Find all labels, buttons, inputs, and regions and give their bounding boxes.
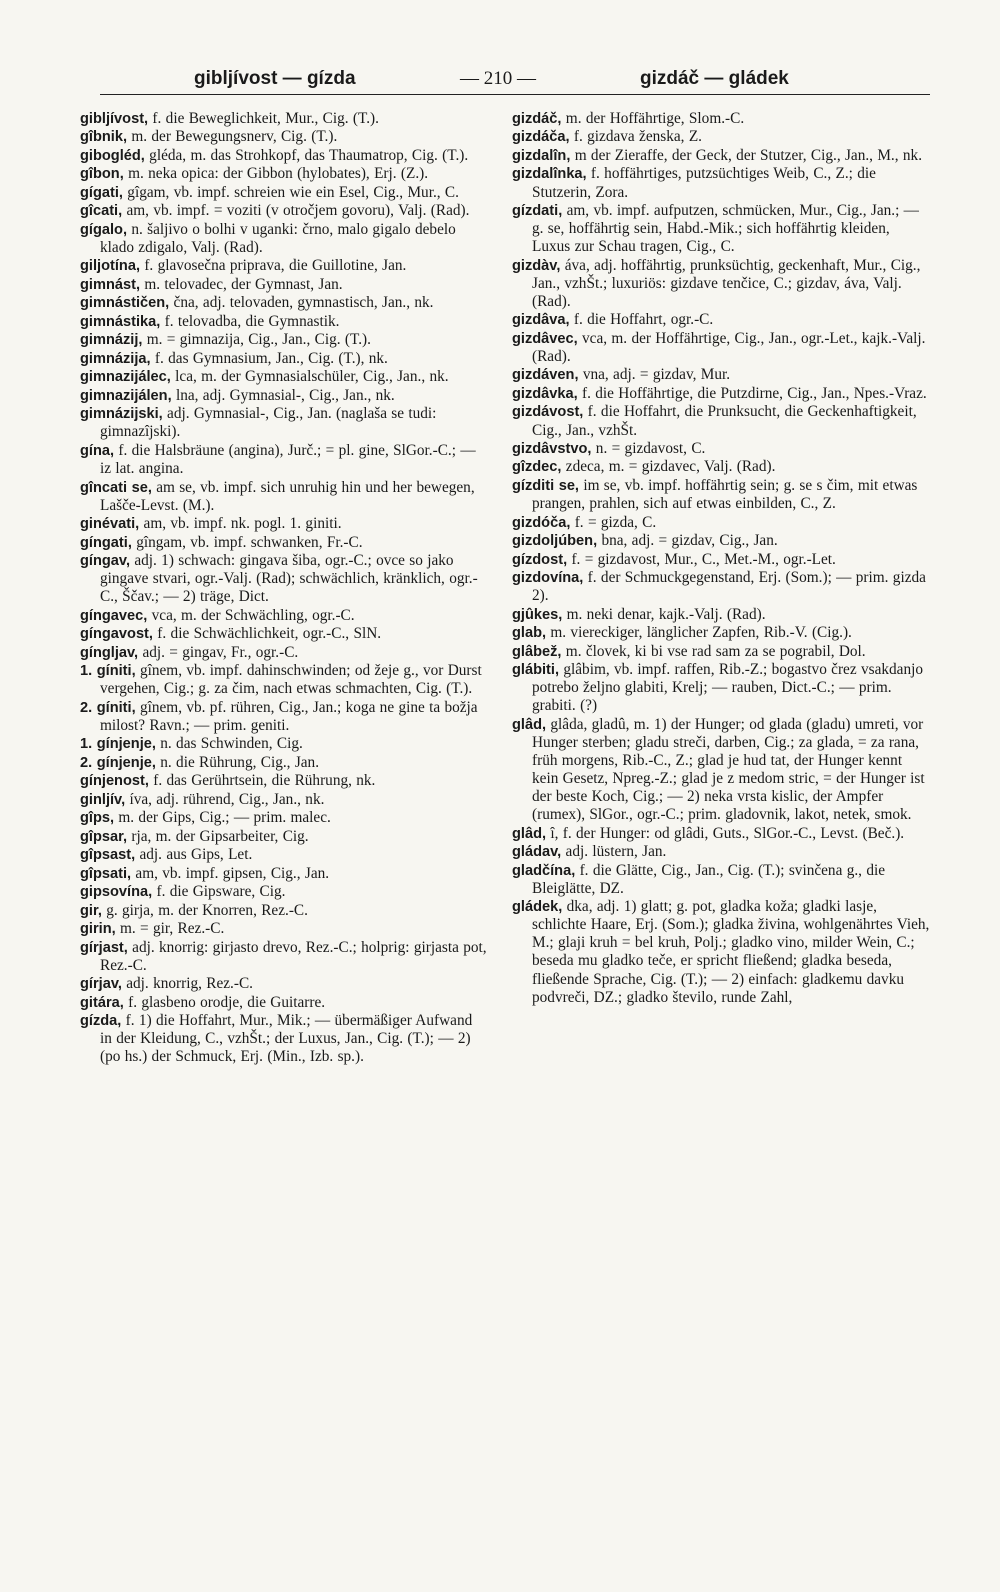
entry-headword: gimnástičen,	[80, 295, 170, 312]
entry-headword: gíngati,	[80, 534, 132, 551]
entry-definition: bna, adj. = gizdav, Cig., Jan.	[597, 532, 778, 550]
entry-definition: am, vb. impf. nk. pogl. 1. giniti.	[139, 515, 342, 533]
dictionary-entry	[80, 939, 487, 975]
entry-headword: gizdávost,	[512, 404, 584, 421]
entry-headword: ginévati,	[80, 516, 140, 533]
entry-headword: gîpsast,	[80, 847, 136, 864]
entry-definition: gléda, m. das Strohkopf, das Thaumatrop, Cig. (T.).	[144, 146, 469, 164]
entry-headword: gimnazijálen,	[80, 387, 172, 404]
entry-definition: m. = gimnazija, Cig., Jan., Cig. (T.).	[142, 331, 371, 349]
dictionary-entry	[512, 606, 932, 624]
entry-headword: glâbež,	[512, 643, 562, 660]
entry-headword: gízditi se,	[512, 477, 579, 494]
page-header	[100, 64, 930, 95]
dictionary-entry	[512, 716, 932, 825]
entry-headword: gízdost,	[512, 551, 568, 568]
dictionary-entry	[80, 994, 487, 1012]
entry-definition: gînem, vb. impf. dahinschwinden; od žeje g., vor Durst vergehen, Cig.; g. za čim, nach etwas schmachten, Cig. (T.).	[100, 662, 482, 698]
entry-headword: glâd,	[512, 825, 547, 842]
dictionary-entry	[80, 534, 487, 552]
entry-definition: f. die Hoffahrt, die Prunksucht, die Geckenhaftigkeit, Cig., Jan., vzhŠt.	[532, 403, 917, 439]
entry-headword: gîcati,	[80, 203, 123, 220]
entry-definition: f. die Halsbräune (angina), Jurč.; = pl. gine, SlGor.-C.; — iz lat. angina.	[100, 441, 476, 478]
entry-definition: f. die Hoffahrt, ogr.-C.	[569, 311, 714, 329]
entry-definition: m. der Bewegungsnerv, Cig. (T.).	[127, 128, 338, 146]
entry-definition: f. die Hoffährtige, die Putzdirne, Cig., Jan., Npes.-Vraz.	[577, 384, 927, 402]
entry-definition: f. glasbeno orodje, die Guitarre.	[123, 993, 326, 1011]
dictionary-entry	[80, 515, 487, 533]
entry-headword: gírjast,	[80, 939, 128, 956]
entry-definition: f. glavosečna priprava, die Guillotine, Jan.	[140, 257, 407, 275]
dictionary-entry	[80, 479, 487, 515]
entry-headword: gígati,	[80, 184, 123, 201]
dictionary-entry	[80, 405, 487, 441]
dictionary-entry	[80, 165, 487, 183]
entry-headword: gizdàv,	[512, 257, 561, 274]
entry-headword: gîzdec,	[512, 459, 562, 476]
entry-headword: gizdáven,	[512, 367, 579, 384]
dictionary-entry	[512, 311, 932, 329]
entry-headword: gimnástika,	[80, 313, 161, 330]
dictionary-entry	[80, 809, 487, 827]
dictionary-entry	[512, 514, 932, 532]
entry-definition: f. der Schmuckgegenstand, Erj. (Som.); — prim. gizda 2).	[532, 568, 926, 605]
entry-definition: čna, adj. telovaden, gymnastisch, Jan., nk.	[169, 294, 434, 312]
entry-definition: glâbim, vb. impf. raffen, Rib.-Z.; bogastvo črez vsakdanjo potrebo željno glabiti, Krelj; — rauben, Dict.-C.; — prim. grabiti. (?)	[532, 661, 923, 715]
entry-definition: adj. 1) schwach: gingava šiba, ogr.-C.; ovce so jako gingave stvari, ogr.-Valj. (Rad); schwächlich, kränklich, ogr.-C., Ščav.; — 2) träge, Dict.	[100, 552, 478, 606]
dictionary-entry	[80, 110, 487, 128]
entry-definition: lna, adj. Gymnasial-, Cig., Jan., nk.	[171, 386, 395, 404]
dictionary-entry	[512, 147, 932, 165]
dictionary-entry	[80, 735, 487, 753]
entry-headword: gîps,	[80, 810, 115, 827]
dictionary-entry	[512, 825, 932, 843]
right-column	[512, 110, 932, 1572]
entry-definition: am, vb. impf. = voziti (v otročjem govoru), Valj. (Rad).	[122, 202, 470, 220]
entry-definition: n. = gizdavost, C.	[591, 439, 706, 457]
dictionary-entry	[512, 110, 932, 128]
entry-definition: m der Zieraffe, der Geck, der Stutzer, Cig., Jan., M., nk.	[570, 146, 923, 164]
entry-headword: gimnást,	[80, 276, 141, 293]
entry-headword: glab,	[512, 625, 547, 642]
entry-definition: g. girja, m. der Knorren, Rez.-C.	[101, 901, 308, 919]
entry-headword: gizdáča,	[512, 129, 570, 146]
entry-definition: rja, m. der Gipsarbeiter, Cig.	[127, 827, 309, 845]
dictionary-entry	[512, 366, 932, 384]
entry-definition: am se, vb. impf. sich unruhig hin und her bewegen, Lašče-Levst. (M.).	[100, 478, 475, 514]
entry-headword: gíngljav,	[80, 644, 139, 661]
dictionary-entry	[512, 128, 932, 146]
entry-headword: gínjenost,	[80, 773, 149, 790]
entry-headword: 2. gínjenje,	[80, 754, 156, 771]
entry-definition: n. šaljivo o bolhi v uganki: črno, malo gigalo debelo klado zdigalo, Valj. (Rad).	[100, 220, 456, 256]
dictionary-entry	[80, 350, 487, 368]
dictionary-entry	[80, 883, 487, 901]
entry-definition: f. = gizda, C.	[570, 513, 657, 531]
entry-definition: glâda, gladû, m. 1) der Hunger; od glada (gladu) umreti, vor Hunger sterben; gladu streči, darben, Cig.; za glada, = za rana, früh morgens, Rib.-C., Z.; glad je hud tat, der Hunger kennt kein Gesetz, Npreg.-Z.; glad je z medom stric, = der Hunger ist der beste Koch, Cig.; — 2) neka vrsta kislic, der Ampfer (rumex), SlGor., ogr.-C.; prim. gladovnik, lakot, netek, smok.	[532, 715, 925, 824]
dictionary-entry	[512, 477, 932, 513]
dictionary-entry	[512, 202, 932, 256]
entry-definition: vca, m. der Hoffährtige, Cig., Jan., ogr.-Let., kajk.-Valj. (Rad).	[532, 329, 926, 365]
entry-definition: f. das Gerührtsein, die Rührung, nk.	[148, 772, 376, 790]
dictionary-entry	[80, 202, 487, 220]
entry-headword: gládav,	[512, 844, 562, 861]
entry-definition: vca, m. der Schwächling, ogr.-C.	[147, 606, 355, 624]
entry-headword: gizdovína,	[512, 569, 584, 586]
entry-definition: zdeca, m. = gizdavec, Valj. (Rad).	[561, 458, 776, 476]
entry-headword: gipsovína,	[80, 884, 153, 901]
dictionary-entry	[512, 165, 932, 201]
entry-definition: m. telovadec, der Gymnast, Jan.	[140, 275, 343, 293]
entry-definition: vna, adj. = gizdav, Mur.	[578, 366, 731, 384]
entry-definition: im se, vb. impf. hoffährtig sein; g. se s čim, mit etwas prangen, prahlen, sich auf etwas einbilden, C., Z.	[532, 476, 918, 513]
entry-definition: n. die Rührung, Cig., Jan.	[155, 753, 320, 771]
entry-headword: gína,	[80, 442, 115, 459]
entry-definition: f. die Gipsware, Cig.	[152, 883, 286, 901]
dictionary-entry	[80, 662, 487, 698]
entry-definition: f. das Gymnasium, Jan., Cig. (T.), nk.	[150, 349, 388, 367]
dictionary-entry	[80, 221, 487, 257]
entry-headword: gizdalîn,	[512, 147, 571, 164]
entry-definition: f. telovadba, die Gymnastik.	[160, 312, 340, 330]
entry-headword: gládek,	[512, 899, 563, 916]
entry-headword: gîpsar,	[80, 828, 128, 845]
entry-headword: gizdâvstvo,	[512, 440, 592, 457]
dictionary-entry	[80, 368, 487, 386]
entry-headword: gir,	[80, 902, 102, 919]
entry-definition: f. die Glätte, Cig., Jan., Cig. (T.); svinčena g., die Bleiglätte, DZ.	[532, 861, 886, 897]
dictionary-entry	[512, 403, 932, 439]
entry-headword: giljotína,	[80, 258, 140, 275]
entry-headword: gîbnik,	[80, 129, 128, 146]
entry-definition: m. der Gips, Cig.; — prim. malec.	[114, 809, 331, 827]
entry-definition: am, vb. impf. aufputzen, schmücken, Mur., Cig., Jan.; — g. se, hoffährtig sein, Habd.-Mik.; sich hoffährtig kleiden, Luxus zur Schau tragen, Cig., C.	[532, 202, 919, 256]
entry-headword: ginljív,	[80, 791, 126, 808]
entry-definition: f. die Schwächlichkeit, ogr.-C., SlN.	[152, 625, 382, 643]
dictionary-entry	[512, 569, 932, 605]
entry-definition: m. viereckiger, länglicher Zapfen, Rib.-V. (Cig.).	[546, 624, 852, 642]
entry-headword: 1. gíniti,	[80, 663, 136, 680]
dictionary-entry	[80, 791, 487, 809]
entry-definition: m. človek, ki bi vse rad sam za se pograbil, Dol.	[561, 642, 866, 660]
dictionary-entry	[80, 699, 487, 735]
dictionary-entry	[512, 330, 932, 366]
entry-definition: adj. knorrig: girjasto drevo, Rez.-C.; holprig: girjasta pot, Rez.-C.	[100, 938, 487, 974]
dictionary-entry	[80, 257, 487, 275]
dictionary-entry	[80, 920, 487, 938]
dictionary-entry	[80, 902, 487, 920]
dictionary-entry	[80, 147, 487, 165]
dictionary-entry	[80, 184, 487, 202]
entry-headword: glâd,	[512, 716, 547, 733]
dictionary-entry	[80, 625, 487, 643]
dictionary-entry	[80, 846, 487, 864]
entry-headword: gibogléd,	[80, 147, 145, 164]
entry-headword: gizdâva,	[512, 312, 570, 329]
entry-definition: íva, adj. rührend, Cig., Jan., nk.	[125, 790, 325, 808]
entry-definition: gînem, vb. pf. rühren, Cig., Jan.; koga ne gine ta božja milost? Ravn.; — prim. geniti.	[100, 698, 478, 734]
entry-definition: gîngam, vb. impf. schwanken, Fr.-C.	[131, 533, 363, 551]
entry-definition: n. das Schwinden, Cig.	[155, 735, 303, 753]
dictionary-entry	[80, 387, 487, 405]
entry-definition: adj. knorrig, Rez.-C.	[121, 975, 253, 993]
entry-headword: gígalo,	[80, 221, 128, 238]
dictionary-entry	[80, 772, 487, 790]
entry-definition: f. 1) die Hoffahrt, Mur., Mik.; — übermäßiger Aufwand in der Kleidung, C., vzhŠt.; der Luxus, Jan., Cig. (T.); — 2) (po hs.) der Schmuck, Erj. (Min., Izb. sp.).	[100, 1012, 473, 1066]
entry-definition: m. = gir, Rez.-C.	[115, 920, 225, 938]
entry-headword: gladčína,	[512, 862, 576, 879]
dictionary-entry	[80, 828, 487, 846]
entry-definition: m. neki denar, kajk.-Valj. (Rad).	[562, 605, 766, 623]
dictionary-entry	[80, 442, 487, 478]
entry-headword: gírjav,	[80, 976, 122, 993]
entry-headword: gimnázija,	[80, 350, 151, 367]
dictionary-entry	[512, 643, 932, 661]
entry-headword: gizdâvec,	[512, 330, 578, 347]
entry-definition: f. hoffährtiges, putzsüchtiges Weib, C., Z.; die Stutzerin, Zora.	[532, 165, 876, 201]
entry-headword: gîpsati,	[80, 865, 132, 882]
entry-headword: gízda,	[80, 1013, 122, 1030]
entry-headword: gíngavost,	[80, 626, 153, 643]
entry-headword: gizdâvka,	[512, 385, 578, 402]
dictionary-entry	[80, 313, 487, 331]
dictionary-entry	[512, 385, 932, 403]
dictionary-entry	[80, 552, 487, 606]
left-column	[80, 110, 487, 1572]
dictionary-entry	[512, 862, 932, 898]
dictionary-entry	[512, 898, 932, 1007]
page-number: — 210 —	[460, 68, 536, 89]
dictionary-entry	[512, 458, 932, 476]
entry-headword: gízdati,	[512, 203, 563, 220]
header-left-guide: gibljívost — gízda	[194, 68, 356, 89]
header-right-guide: gizdáč — gládek	[640, 68, 789, 89]
entry-definition: lca, m. der Gymnasialschüler, Cig., Jan., nk.	[170, 368, 449, 386]
entry-headword: gíngavec,	[80, 607, 148, 624]
dictionary-entry	[80, 294, 487, 312]
entry-headword: gizdalînka,	[512, 166, 587, 183]
entry-headword: 2. gíniti,	[80, 699, 136, 716]
dictionary-entry	[80, 276, 487, 294]
entry-definition: m. neka opica: der Gibbon (hylobates), Erj. (Z.).	[123, 165, 429, 183]
entry-definition: áva, adj. hoffährtig, prunksüchtig, geckenhaft, Mur., Cig., Jan., vzhŠt.; luxuriös: gizdave tenčice, C.; gizdav, áva, Valj. (Rad).	[532, 256, 921, 310]
dictionary-entry	[80, 975, 487, 993]
dictionary-entry	[512, 661, 932, 715]
dictionary-entry	[80, 754, 487, 772]
entry-headword: gjûkes,	[512, 606, 563, 623]
entry-headword: glábiti,	[512, 662, 560, 679]
entry-definition: adj. Gymnasial-, Cig., Jan. (naglaša se tudi: gimnazîjski).	[100, 405, 437, 441]
entry-definition: f. = gizdavost, Mur., C., Met.-M., ogr.-Let.	[567, 550, 836, 568]
dictionary-entry	[512, 440, 932, 458]
entry-definition: adj. aus Gips, Let.	[135, 846, 253, 864]
entry-headword: 1. gínjenje,	[80, 736, 156, 753]
entry-headword: gimnázij,	[80, 332, 143, 349]
entry-definition: gîgam, vb. impf. schreien wie ein Esel, Cig., Mur., C.	[122, 183, 459, 201]
entry-definition: f. gizdava ženska, Z.	[569, 128, 702, 146]
dictionary-entry	[80, 1012, 487, 1066]
entry-headword: gîncati se,	[80, 479, 152, 496]
entry-definition: adj. = gingav, Fr., ogr.-C.	[138, 643, 299, 661]
dictionary-entry	[80, 128, 487, 146]
dictionary-entry	[512, 551, 932, 569]
entry-headword: gimnázijski,	[80, 406, 163, 423]
entry-headword: gibljívost,	[80, 111, 149, 127]
entry-definition: dka, adj. 1) glatt; g. pot, gladka koža; gladki lasje, schlichte Haare, Erj. (Som.); gladka živina, wohlgenährtes Vieh, M.; glaji kruh = bel kruh, Polj.; gladko vino, milder Wein, C.; beseda mu gladko teče, er spricht fließend; gladka beseda, fließende Sprache, Cig. (T.); — 2) einfach: gladkemu davku podvreči, DZ.; gladko število, runde Zahl,	[532, 898, 930, 1006]
entry-definition: m. der Hoffährtige, Slom.-C.	[561, 110, 745, 127]
entry-definition: f. die Beweglichkeit, Mur., Cig. (T.).	[148, 110, 379, 127]
entry-headword: gíngav,	[80, 553, 131, 570]
dictionary-entry	[512, 843, 932, 861]
entry-headword: gizdáč,	[512, 111, 562, 127]
dictionary-entry	[80, 331, 487, 349]
entry-headword: gitára,	[80, 994, 124, 1011]
dictionary-entry	[512, 624, 932, 642]
dictionary-entry	[80, 607, 487, 625]
entry-headword: gîbon,	[80, 166, 124, 183]
dictionary-entry	[80, 644, 487, 662]
dictionary-entry	[512, 532, 932, 550]
entry-headword: gizdoljúben,	[512, 533, 598, 550]
entry-definition: adj. lüstern, Jan.	[561, 843, 667, 861]
entry-headword: gimnazijálec,	[80, 369, 171, 386]
entry-definition: î, f. der Hunger: od glâdi, Guts., SlGor.-C., Levst. (Beč.).	[546, 824, 905, 842]
entry-headword: gizdóča,	[512, 514, 571, 531]
entry-definition: am, vb. impf. gipsen, Cig., Jan.	[131, 864, 330, 882]
dictionary-entry	[80, 865, 487, 883]
entry-headword: girin,	[80, 921, 116, 938]
dictionary-entry	[512, 257, 932, 311]
